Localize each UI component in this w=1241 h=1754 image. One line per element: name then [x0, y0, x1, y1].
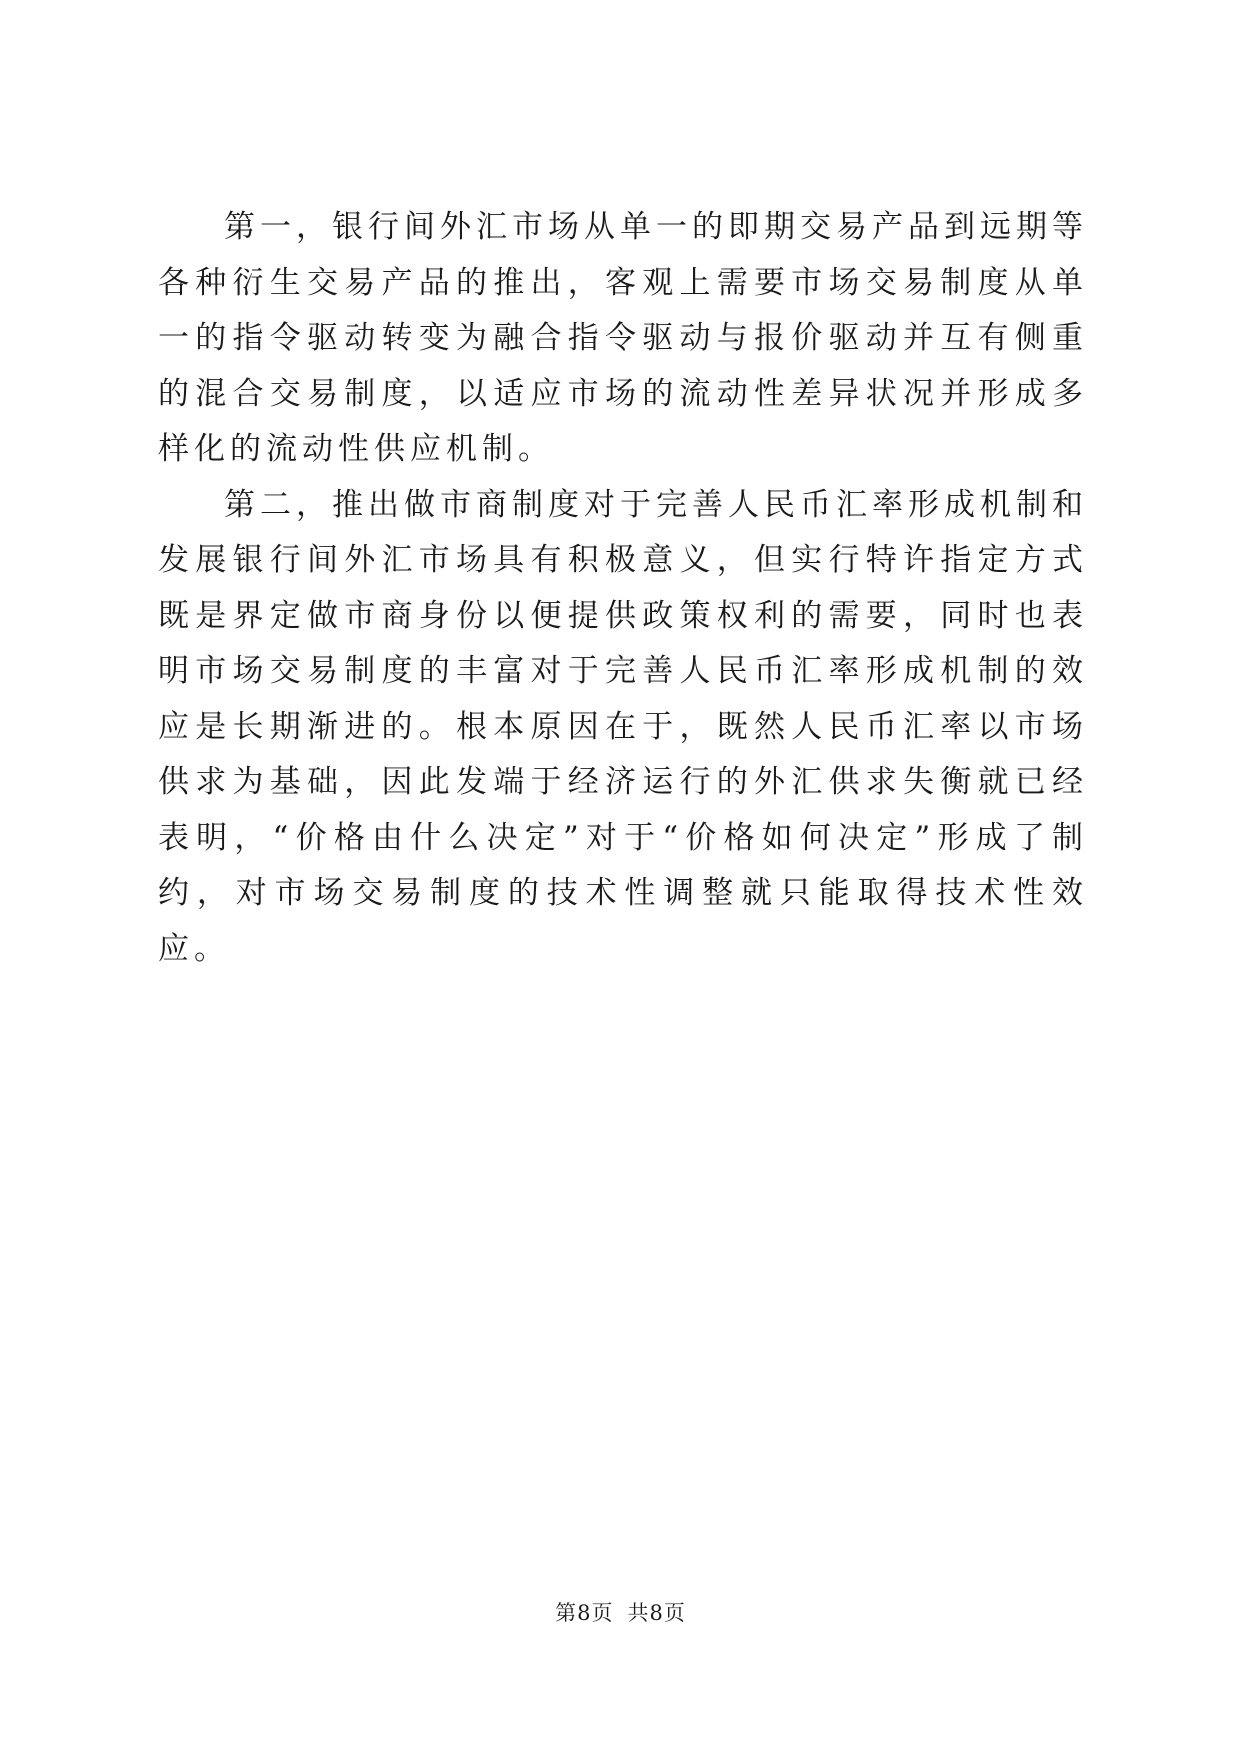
paragraph-second: 第二，推出做市商制度对于完善人民币汇率形成机制和发展银行间外汇市场具有积极意义，但实行特许指定方式既是界定做市商身份以便提供政策权利的需要，同时也表明市场交易制度的丰富对于完善人民币汇率形成机制的效应是长期渐进的。根本原因在于，既然人民币汇率以市场供求为基础，因此发端于经济运行的外汇供求失衡就已经表明，“价格由什么决定”对于“价格如何决定”形成了制约，对市场交易制度的技术性调整就只能取得技术性效应。: [158, 486, 1088, 967]
page-number-current: 第8页: [555, 1601, 614, 1625]
page-footer: [0, 1598, 1241, 1628]
document-body: [158, 200, 1088, 977]
paragraph-first: 第一，银行间外汇市场从单一的即期交易产品到远期等各种衍生交易产品的推出，客观上需要市场交易制度从单一的指令驱动转变为融合指令驱动与报价驱动并互有侧重的混合交易制度，以适应市场的流动性差异状况并形成多样化的流动性供应机制。: [158, 209, 1088, 467]
page-number-total: 共8页: [627, 1601, 686, 1625]
